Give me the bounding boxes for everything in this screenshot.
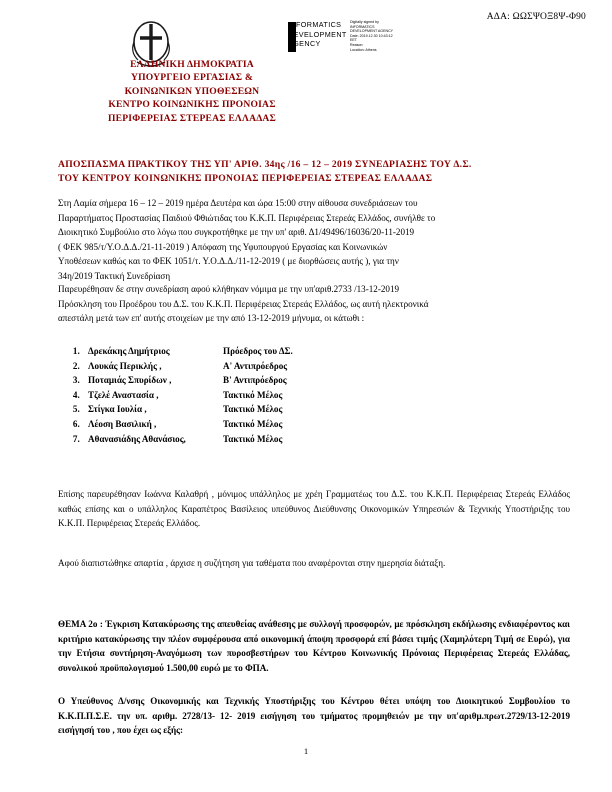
paragraph-attendance-line-2: Πρόσκληση του Προέδρου του Δ.Σ. του Κ.Κ.Π. Περιφέρειας Στερεάς Ελλάδος, ως αυτή ηλεκτρονικά bbox=[58, 298, 429, 309]
paragraph-attendance-line-3: απεστάλη μετά των επ' αυτής στοιχείων με την από 13-12-2019 μήνυμα, οι κάτωθι : bbox=[58, 313, 365, 324]
page-number: 1 bbox=[303, 746, 309, 756]
logo-line-3: AGENCY bbox=[288, 39, 321, 49]
member-name: 5. Στίγκα Ιουλία , bbox=[88, 404, 147, 415]
list-item bbox=[82, 373, 570, 388]
signature-line-4: Date: 2019.12.30 10:43:12 bbox=[350, 33, 393, 38]
paragraph-intro bbox=[58, 196, 570, 284]
signature-line-5: EET bbox=[350, 38, 357, 43]
signature-line-2: INFORMATICS bbox=[350, 24, 375, 29]
agenda-item-line-6: προϋπολογισμού 1.500,00 ευρώ με το ΦΠΑ. bbox=[99, 662, 269, 673]
agenda-item-line-2: πρόσκληση εκδήλωσης ενδιαφέροντος και κριτήριο κατακύρωσης την πλέον bbox=[58, 619, 571, 644]
paragraph-proposal bbox=[58, 694, 570, 738]
paragraph-proposal-line-1: Ο Υπεύθυνος Δ/νσης Οικονομικής και Τεχνικής Υποστήριξης του Κέντρου θέτει υπόψη του bbox=[58, 696, 451, 706]
signature-line-3: DEVELOPMENT AGENCY bbox=[350, 29, 394, 34]
signature-line-6: Reason: bbox=[350, 42, 364, 47]
agenda-item-line-4: Τιμή σε Ευρώ), για την Ετήσια συντήρηση-Αναγόμωση των πυροσβεστήρων του bbox=[58, 633, 570, 659]
paragraph-staff-present bbox=[58, 487, 570, 531]
paragraph-proposal-line-3: τμήματος προμηθειών με την υπ'αριθμ.πρωτ.2729/13-12-2019 εισήγησή του , που έχει ως εξής: bbox=[58, 710, 570, 736]
agenda-item-line-5: Κέντρου Κοινωνικής Πρόνοιας Περιφέρειας Στερεάς Ελλάδας, συνολικού bbox=[58, 648, 570, 673]
member-role: Τακτικό Μέλος bbox=[223, 418, 283, 429]
paragraph-quorum-line-2: διάταξη. bbox=[414, 558, 446, 568]
member-role: Α' Αντιπρόεδρος bbox=[223, 360, 288, 371]
organization-line-4: ΚΕΝΤΡΟ ΚΟΙΝΩΝΙΚΗΣ ΠΡΟΝΟΙΑΣ bbox=[108, 99, 276, 111]
list-item bbox=[82, 432, 570, 447]
member-role: Πρόεδρος του ΔΣ. bbox=[223, 346, 293, 356]
paragraph-intro-line-4: ( ΦΕΚ 985/τ/Υ.Ο.Δ.Δ./21-11-2019 ) Απόφαση της Υφυπουργού Εργασίας και Κοινωνικών bbox=[58, 241, 388, 252]
list-item bbox=[82, 344, 570, 359]
organization-line-2: ΥΠΟΥΡΓΕΙΟ ΕΡΓΑΣΙΑΣ & bbox=[130, 72, 254, 84]
document-title bbox=[58, 158, 582, 186]
list-item bbox=[82, 402, 570, 417]
paragraph-staff-line-1: Επίσης παρευρέθησαν Ιωάννα Καλαθρή , μόνιμος υπάλληλος με χρέη Γραμματέως του Δ.Σ. του bbox=[58, 489, 424, 499]
member-name: 7. Αθανασιάδης Αθανάσιος, bbox=[88, 433, 186, 444]
paragraph-attendance-line-1: Παρευρέθησαν δε στην συνεδρίαση αφού κλήθηκαν νόμιμα με την υπ'αριθ.2733 /13-12-2019 bbox=[58, 284, 400, 294]
paragraph-proposal-line-2: Διοικητικού Συμβουλίου το Κ.Κ.Π.Π.Σ.Ε. την υπ. αριθμ. 2728/13- 12- 2019 εισήγηση του bbox=[58, 696, 570, 721]
members-list bbox=[58, 344, 570, 446]
organization-header bbox=[62, 58, 322, 125]
paragraph-intro-line-6: 34η/2019 Τακτική Συνεδρίαση bbox=[58, 270, 171, 281]
logo-line-2: DEVELOPMENT bbox=[288, 29, 347, 39]
paragraph-intro-line-1: Στη Λαμία σήμερα 16 – 12 – 2019 ημέρα Δευτέρα και ώρα 15:00 στην αίθουσα συνεδριάσεων του bbox=[58, 198, 418, 208]
list-item bbox=[82, 417, 570, 432]
member-name: 2. Λουκάς Περικλής , bbox=[88, 360, 162, 371]
list-item bbox=[82, 359, 570, 374]
member-name: 6. Λέοση Βασιλική , bbox=[88, 418, 157, 429]
member-name: 4. Τζελέ Αναστασία , bbox=[88, 389, 159, 400]
signature-line-1: Digitally signed by bbox=[350, 20, 379, 24]
agenda-item-line-1: Έγκριση Κατακύρωσης της απευθείας ανάθεσης με συλλογή προσφορών, με bbox=[105, 619, 404, 629]
member-name: 1. Δρεκάκης Δημήτριος bbox=[88, 346, 170, 356]
digital-signature-block bbox=[350, 20, 420, 52]
paragraph-quorum-line-1: Αφού διαπιστώθηκε απαρτία , άρχισε η συζήτηση για ταθέματα που αναφέρονται στην ημερησία bbox=[58, 558, 413, 568]
organization-line-5: ΠΕΡΙΦΕΡΕΙΑΣ ΣΤΕΡΕΑΣ ΕΛΛΑΔΑΣ bbox=[107, 112, 277, 124]
paragraph-staff-line-3: υπεύθυνος Διεύθυνσης Οικονομικών Υπηρεσιών & Τεχνικής Υποστήριξης του Κ.Κ.Π. Περιφέρειας bbox=[58, 503, 570, 529]
paragraph-intro-line-3: Διοικητικό Συμβούλιο στο λόγω που συγκροτήθηκε με την υπ' αριθ. Δ1/49496/16036/20-11-2019 bbox=[58, 227, 415, 238]
list-item bbox=[82, 388, 570, 403]
member-name: 3. Ποταμιάς Σπυρίδων , bbox=[88, 375, 172, 386]
informatics-development-agency-logo bbox=[288, 20, 418, 60]
document-title-line-1: ΑΠΟΣΠΑΣΜΑ ΠΡΑΚΤΙΚΟΥ ΤΗΣ ΥΠ' ΑΡΙΘ. 34ης /16 – 12 – 2019 ΣΥΝΕΔΡΙΑΣΗΣ ΤΟΥ Δ.Σ. bbox=[58, 159, 472, 170]
organization-line-1: ΕΛΛΗΝΙΚΗ ΔΗΜΟΚΡΑΤΙΑ bbox=[130, 59, 254, 70]
paragraph-quorum bbox=[58, 556, 570, 571]
member-role: Τακτικό Μέλος bbox=[223, 389, 283, 400]
agenda-item-line-3: συμφέρουσα από οικονομική άποψη προσφορά επί βάσει τιμής (Χαμηλότερη bbox=[192, 633, 493, 644]
logo-line-1: INFORMATICS bbox=[288, 20, 342, 29]
paragraph-staff-line-4: Στερεάς Ελλάδος. bbox=[134, 518, 201, 529]
paragraph-staff-line-2: Κ.Κ.Π. Περιφέρειας Στερεάς Ελλάδος καθώς επίσης και ο υπάλληλος Καραπέτρος Βασίλειος bbox=[58, 489, 571, 514]
paragraph-intro-line-5: Υποθέσεων καθώς και το ΦΕΚ 1051/τ. Υ.Ο.Δ.Δ./11-12-2019 ( με διορθώσεις αυτής ), για την bbox=[58, 256, 399, 267]
member-role: Τακτικό Μέλος bbox=[223, 404, 283, 415]
agenda-item-block bbox=[58, 617, 570, 675]
organization-line-3: ΚΟΙΝΩΝΙΚΩΝ ΥΠΟΘΕΣΕΩΝ bbox=[124, 85, 260, 97]
paragraph-attendance-notice bbox=[58, 282, 570, 326]
signature-line-7: Location: Athens bbox=[350, 47, 377, 52]
agenda-item-label: ΘΕΜΑ 2ο : bbox=[58, 619, 103, 629]
document-title-line-2: ΤΟΥ ΚΕΝΤΡΟΥ ΚΟΙΝΩΝΙΚΗΣ ΠΡΟΝΟΙΑΣ ΠΕΡΙΦΕΡΕΙΑΣ ΣΤΕΡΕΑΣ ΕΛΛΑΔΑΣ bbox=[58, 173, 433, 184]
ada-code: ΑΔΑ: ΩΩΣΨΟΞ8Ψ-Φ90 bbox=[486, 12, 586, 22]
member-role: Β' Αντιπρόεδρος bbox=[223, 375, 287, 386]
paragraph-intro-line-2: Παραρτήματος Προστασίας Παιδιού Φθιώτιδας του Κ.Κ.Π. Περιφέρειας Στερεάς Ελλάδος, συνήλθε το bbox=[58, 212, 436, 223]
member-role: Τακτικό Μέλος bbox=[223, 433, 283, 444]
